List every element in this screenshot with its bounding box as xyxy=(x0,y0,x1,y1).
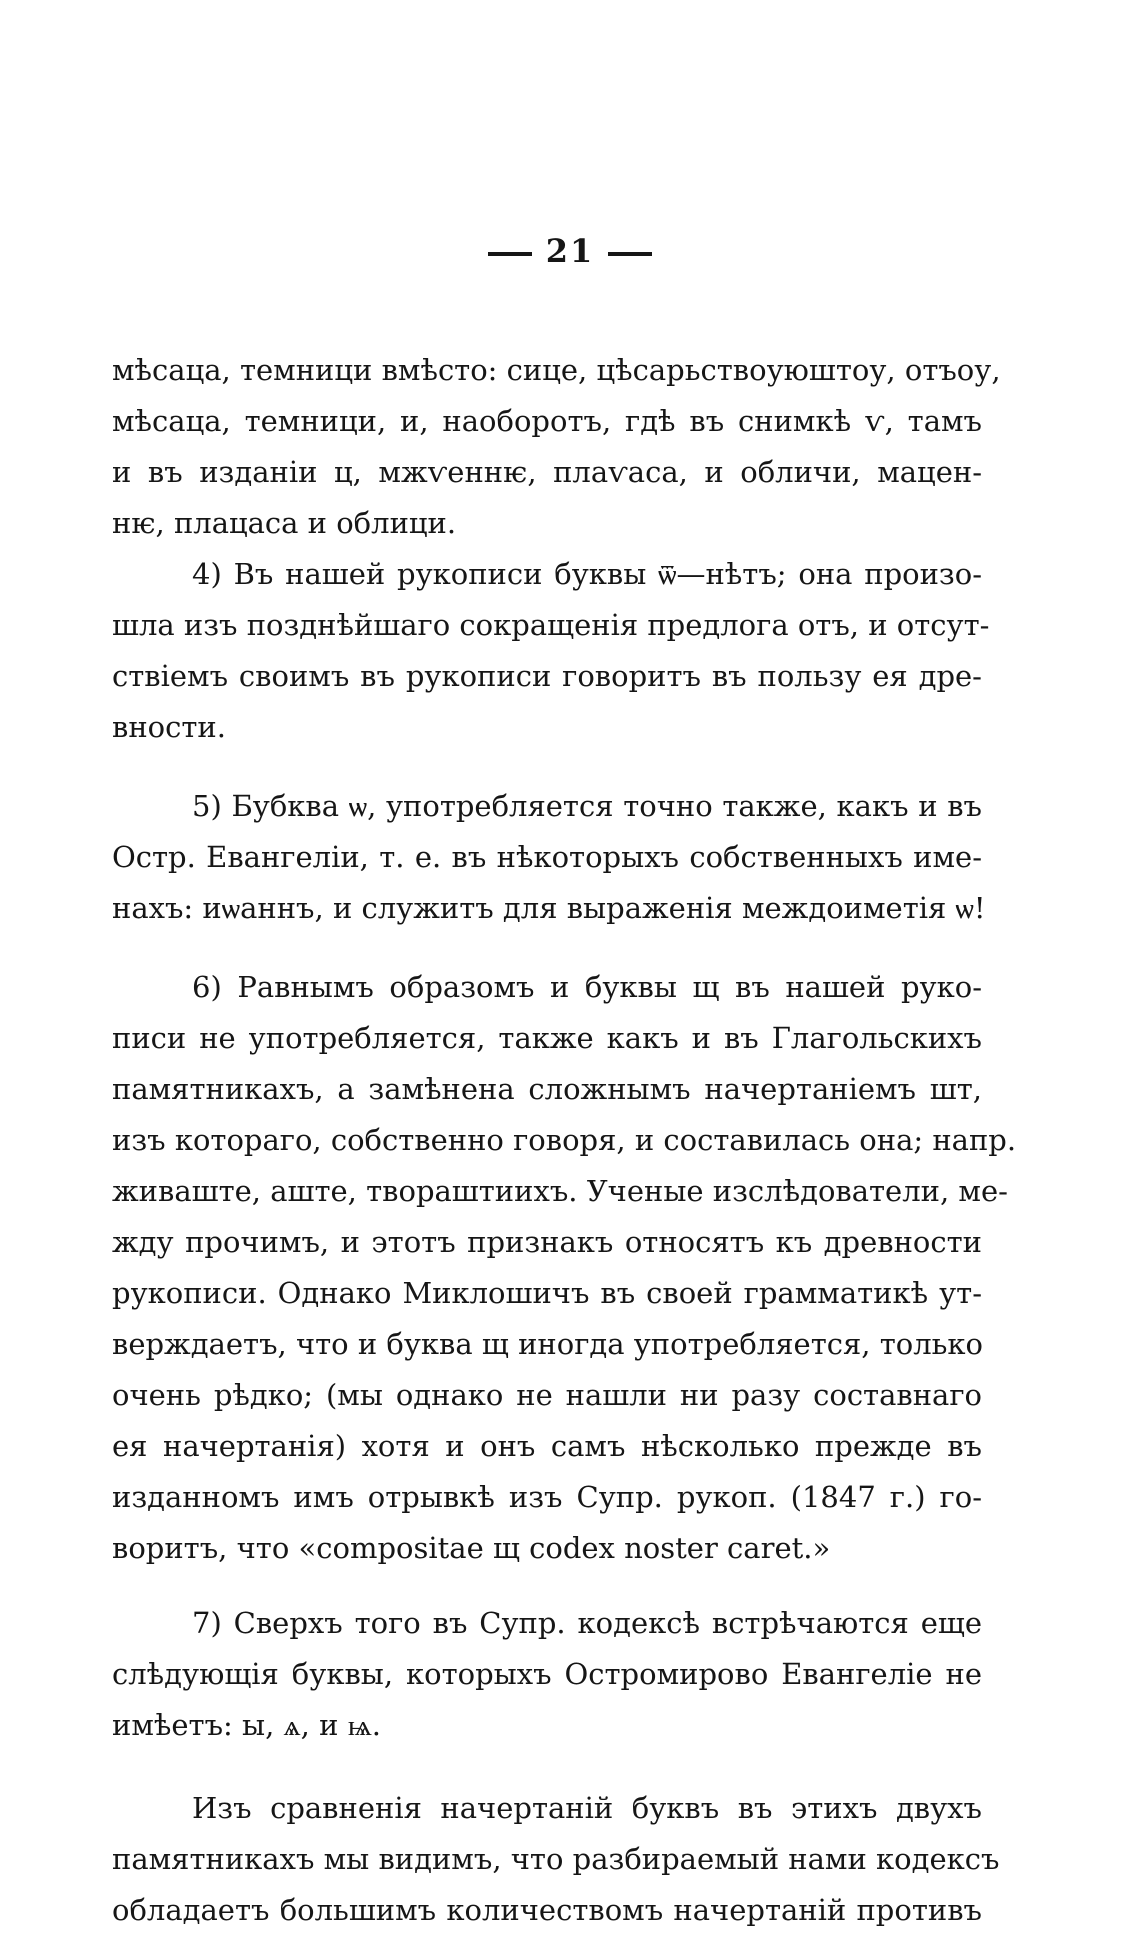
text-line: нѥ, плацаса и облици. xyxy=(112,506,457,540)
text-line: рукописи. Однако Миклошичъ въ своей грамматикѣ ут- xyxy=(112,1276,982,1310)
header-dash-right xyxy=(608,252,652,256)
text-line: обладаетъ большимъ количествомъ начертаній противъ xyxy=(112,1893,982,1927)
page-number: 21 xyxy=(545,232,595,270)
text-line: ствіемъ своимъ въ рукописи говоритъ въ пользу ея дре- xyxy=(112,659,982,693)
text-line: мѣсаца, темници, и, наоборотъ, гдѣ въ снимкѣ ѵ, тамъ xyxy=(112,404,982,438)
text-line: нахъ: иѡаннъ, и служитъ для выраженія междоиметія ѡ! xyxy=(112,891,986,925)
header-dash-left xyxy=(488,252,532,256)
text-line: 5) Бубква ѡ, употребляется точно также, какъ и въ xyxy=(192,789,982,823)
text-line: писи не употребляется, также какъ и въ Глагольскихъ xyxy=(112,1021,982,1055)
text-line: памятникахъ мы видимъ, что разбираемый нами кодексъ xyxy=(112,1842,1000,1876)
paragraph-5 xyxy=(112,1598,982,1751)
paragraph-2 xyxy=(112,549,990,753)
paragraph-6 xyxy=(112,1783,1000,1936)
text-line: жду прочимъ, и этотъ признакъ относятъ къ древности xyxy=(112,1225,982,1259)
paragraph-4 xyxy=(112,962,1017,1574)
text-line: ея начертанія) хотя и онъ самъ нѣсколько прежде въ xyxy=(112,1429,982,1463)
page-body xyxy=(112,345,1017,1936)
page-header xyxy=(0,232,1140,270)
text-line: 7) Сверхъ того въ Супр. кодексѣ встрѣчаются еще xyxy=(192,1606,982,1640)
text-line: имѣетъ: ы, ѧ, и ѩ. xyxy=(112,1708,382,1742)
text-line: изданномъ имъ отрывкѣ изъ Супр. рукоп. (1847 г.) го- xyxy=(112,1480,982,1514)
text-line: и въ изданіи ц, мжѵеннѥ, плаѵаса, и обличи, мацен- xyxy=(112,455,982,489)
text-line: 4) Въ нашей рукописи буквы ѿ—нѣтъ; она произо- xyxy=(192,557,982,591)
text-line: слѣдующія буквы, которыхъ Остромирово Евангеліе не xyxy=(112,1657,982,1691)
text-line: мѣсаца, темници вмѣсто: сице, цѣсарьствоуюштоу, отъоу, xyxy=(112,353,1001,387)
text-line: Остр. Евангеліи, т. е. въ нѣкоторыхъ собственныхъ име- xyxy=(112,840,982,874)
text-line: вности. xyxy=(112,710,226,744)
text-line: живаште, аште, твораштиихъ. Ученые изслѣдователи, ме- xyxy=(112,1174,1008,1208)
text-line: шла изъ позднѣйшаго сокращенія предлога отъ, и отсут- xyxy=(112,608,990,642)
text-line: верждаетъ, что и буква щ иногда употребляется, только xyxy=(112,1327,984,1361)
text-line: 6) Равнымъ образомъ и буквы щ въ нашей руко- xyxy=(192,970,982,1004)
text-line: Изъ сравненія начертаній буквъ въ этихъ двухъ xyxy=(192,1791,982,1825)
text-line: очень рѣдко; (мы однако не нашли ни разу составнаго xyxy=(112,1378,982,1412)
paragraph-1 xyxy=(112,345,1001,549)
text-line: изъ котораго, собственно говоря, и составилась она; напр. xyxy=(112,1123,1017,1157)
text-line: памятникахъ, а замѣнена сложнымъ начертаніемъ шт, xyxy=(112,1072,982,1106)
text-line: воритъ, что «compositae щ codex noster caret.» xyxy=(112,1531,831,1565)
paragraph-3 xyxy=(112,781,986,934)
